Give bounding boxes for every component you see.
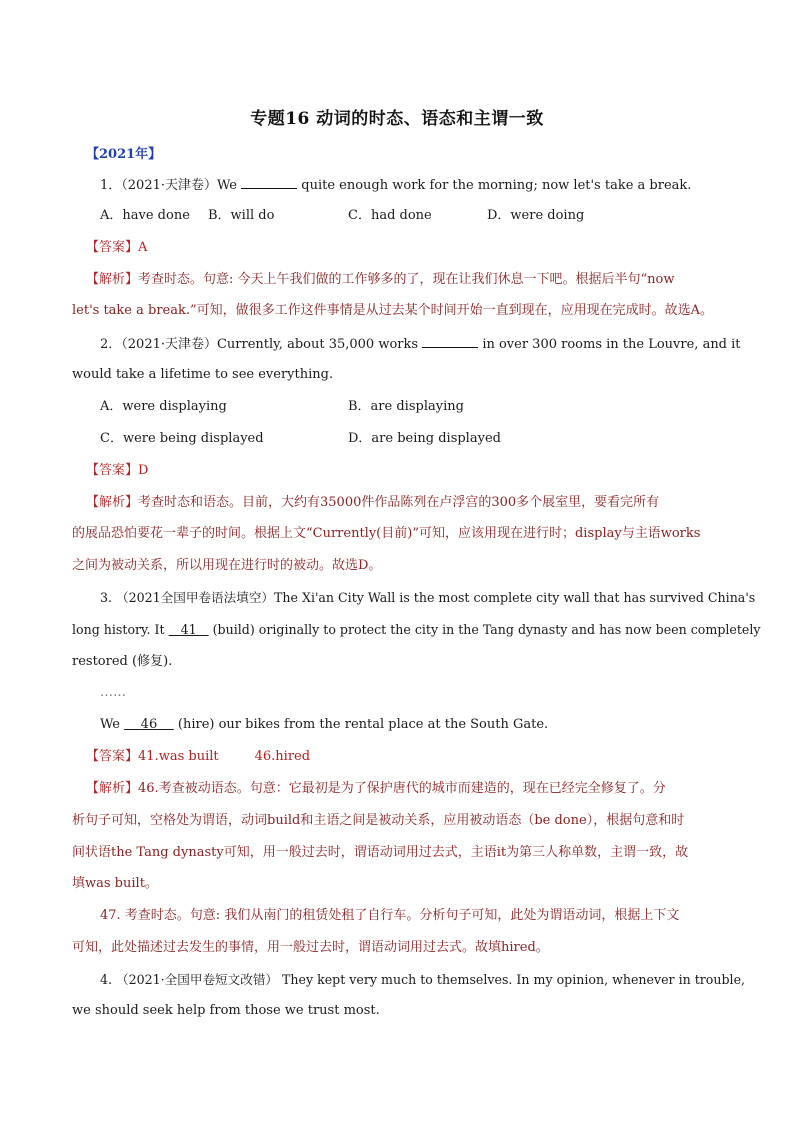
q1-tail: quite enough work for the morning; now let's take a break. xyxy=(301,178,692,193)
q3-analysis2-line-1: 47. 考查时态。句意: 我们从南门的租赁处租了自行车。分析句子可知，此处为谓语动词，根据上下文 xyxy=(100,908,680,923)
q3-stem-line-2: long history. It 41 (build) originally to protect the city in the Tang dynasty and has now been completely xyxy=(72,622,761,637)
q3-stem-line-3: restored (修复). xyxy=(72,654,173,669)
q2-analysis-line-3: 之间为被动关系，所以用现在进行时的被动。故选D。 xyxy=(72,558,382,573)
q2-option-c: C．were being displayed xyxy=(100,431,264,446)
q3-analysis-line-4: 填was built。 xyxy=(72,876,158,891)
q2-answer: 【答案】D xyxy=(86,463,149,478)
analysis-label: 【解析】 xyxy=(86,272,139,287)
q2-head: 2．（2021·天津卷）Currently, about 35,000 works xyxy=(100,337,419,352)
q3-analysis-line-3: 间状语the Tang dynasty可知，用一般过去时，谓语动词用过去式，主语it为第三人称单数，主谓一致，故 xyxy=(72,845,689,860)
q2-option-a: A．were displaying xyxy=(100,399,227,414)
q3-analysis-line-2: 析句子可知，空格处为谓语，动词build和主语之间是被动关系，应用被动语态（be done），根据句意和时 xyxy=(72,813,685,828)
q1-option-c: C．had done xyxy=(348,208,432,223)
q3-blank-41: 41 xyxy=(180,622,197,637)
page-title: 专题16 动词的时态、语态和主谓一致 xyxy=(250,109,544,129)
q3-stem-line-5: We 46 (hire) our bikes from the rental place at the South Gate. xyxy=(100,717,549,732)
q4-stem-line-2: we should seek help from those we trust most. xyxy=(72,1003,380,1018)
q2-tail: in over 300 rooms in the Louvre, and it xyxy=(482,337,741,352)
q3-ellipsis: …… xyxy=(100,685,126,700)
q1-option-b: B．will do xyxy=(208,208,275,223)
q2-stem xyxy=(100,335,741,354)
q1-analysis-line-1: 【解析】考查时态。句意: 今天上午我们做的工作够多的了，现在让我们休息一下吧。根据后半句“now xyxy=(86,272,675,287)
q2-analysis-line-1: 【解析】考查时态和语态。目前，大约有35000件作品陈列在卢浮宫的300多个展室里，要看完所有 xyxy=(86,495,660,510)
q3-analysis2-line-2: 可知，此处描述过去发生的事情，用一般过去时，谓语动词用过去式。故填hired。 xyxy=(72,940,549,955)
q1-option-a: A．have done xyxy=(100,208,190,223)
q1-blank xyxy=(241,176,297,189)
year-label: 【2021年】 xyxy=(86,147,162,162)
q2-blank xyxy=(422,335,478,348)
q4-stem-line-1: 4. （2021·全国甲卷短文改错） They kept very much to themselves. In my opinion, whenever in trouble, xyxy=(100,972,746,987)
q2-option-b: B．are displaying xyxy=(348,399,464,414)
q1-analysis-line-2: let's take a break.”可知，做很多工作这件事情是从过去某个时间开始一直到现在，应用现在完成时。故选A。 xyxy=(72,303,714,318)
answer-value: A xyxy=(138,240,148,255)
q2-analysis-line-2: 的展品恐怕要花一辈子的时间。根据上文“Currently(目前)”可知，应该用现在进行时；display与主语works xyxy=(72,526,701,541)
q1-option-d: D．were doing xyxy=(487,208,585,223)
q3-answer: 【答案】41.was built 46.hired xyxy=(86,749,311,764)
q1-head: 1．（2021·天津卷）We xyxy=(100,178,237,193)
q3-stem-line-1: 3. （2021全国甲卷语法填空）The Xi'an City Wall is the most complete city wall that has survived China's xyxy=(100,590,756,605)
q3-blank-46: 46 xyxy=(140,717,158,732)
q1-stem xyxy=(100,176,691,195)
answer-label: 【答案】 xyxy=(86,240,139,255)
q1-answer xyxy=(86,239,147,257)
q3-analysis-line-1: 【解析】46.考查被动语态。句意：它最初是为了保护唐代的城市而建造的，现在已经完全修复了。分 xyxy=(86,781,666,796)
q2-option-d: D．are being displayed xyxy=(348,431,501,446)
q2-stem-line-2: would take a lifetime to see everything. xyxy=(72,367,334,382)
